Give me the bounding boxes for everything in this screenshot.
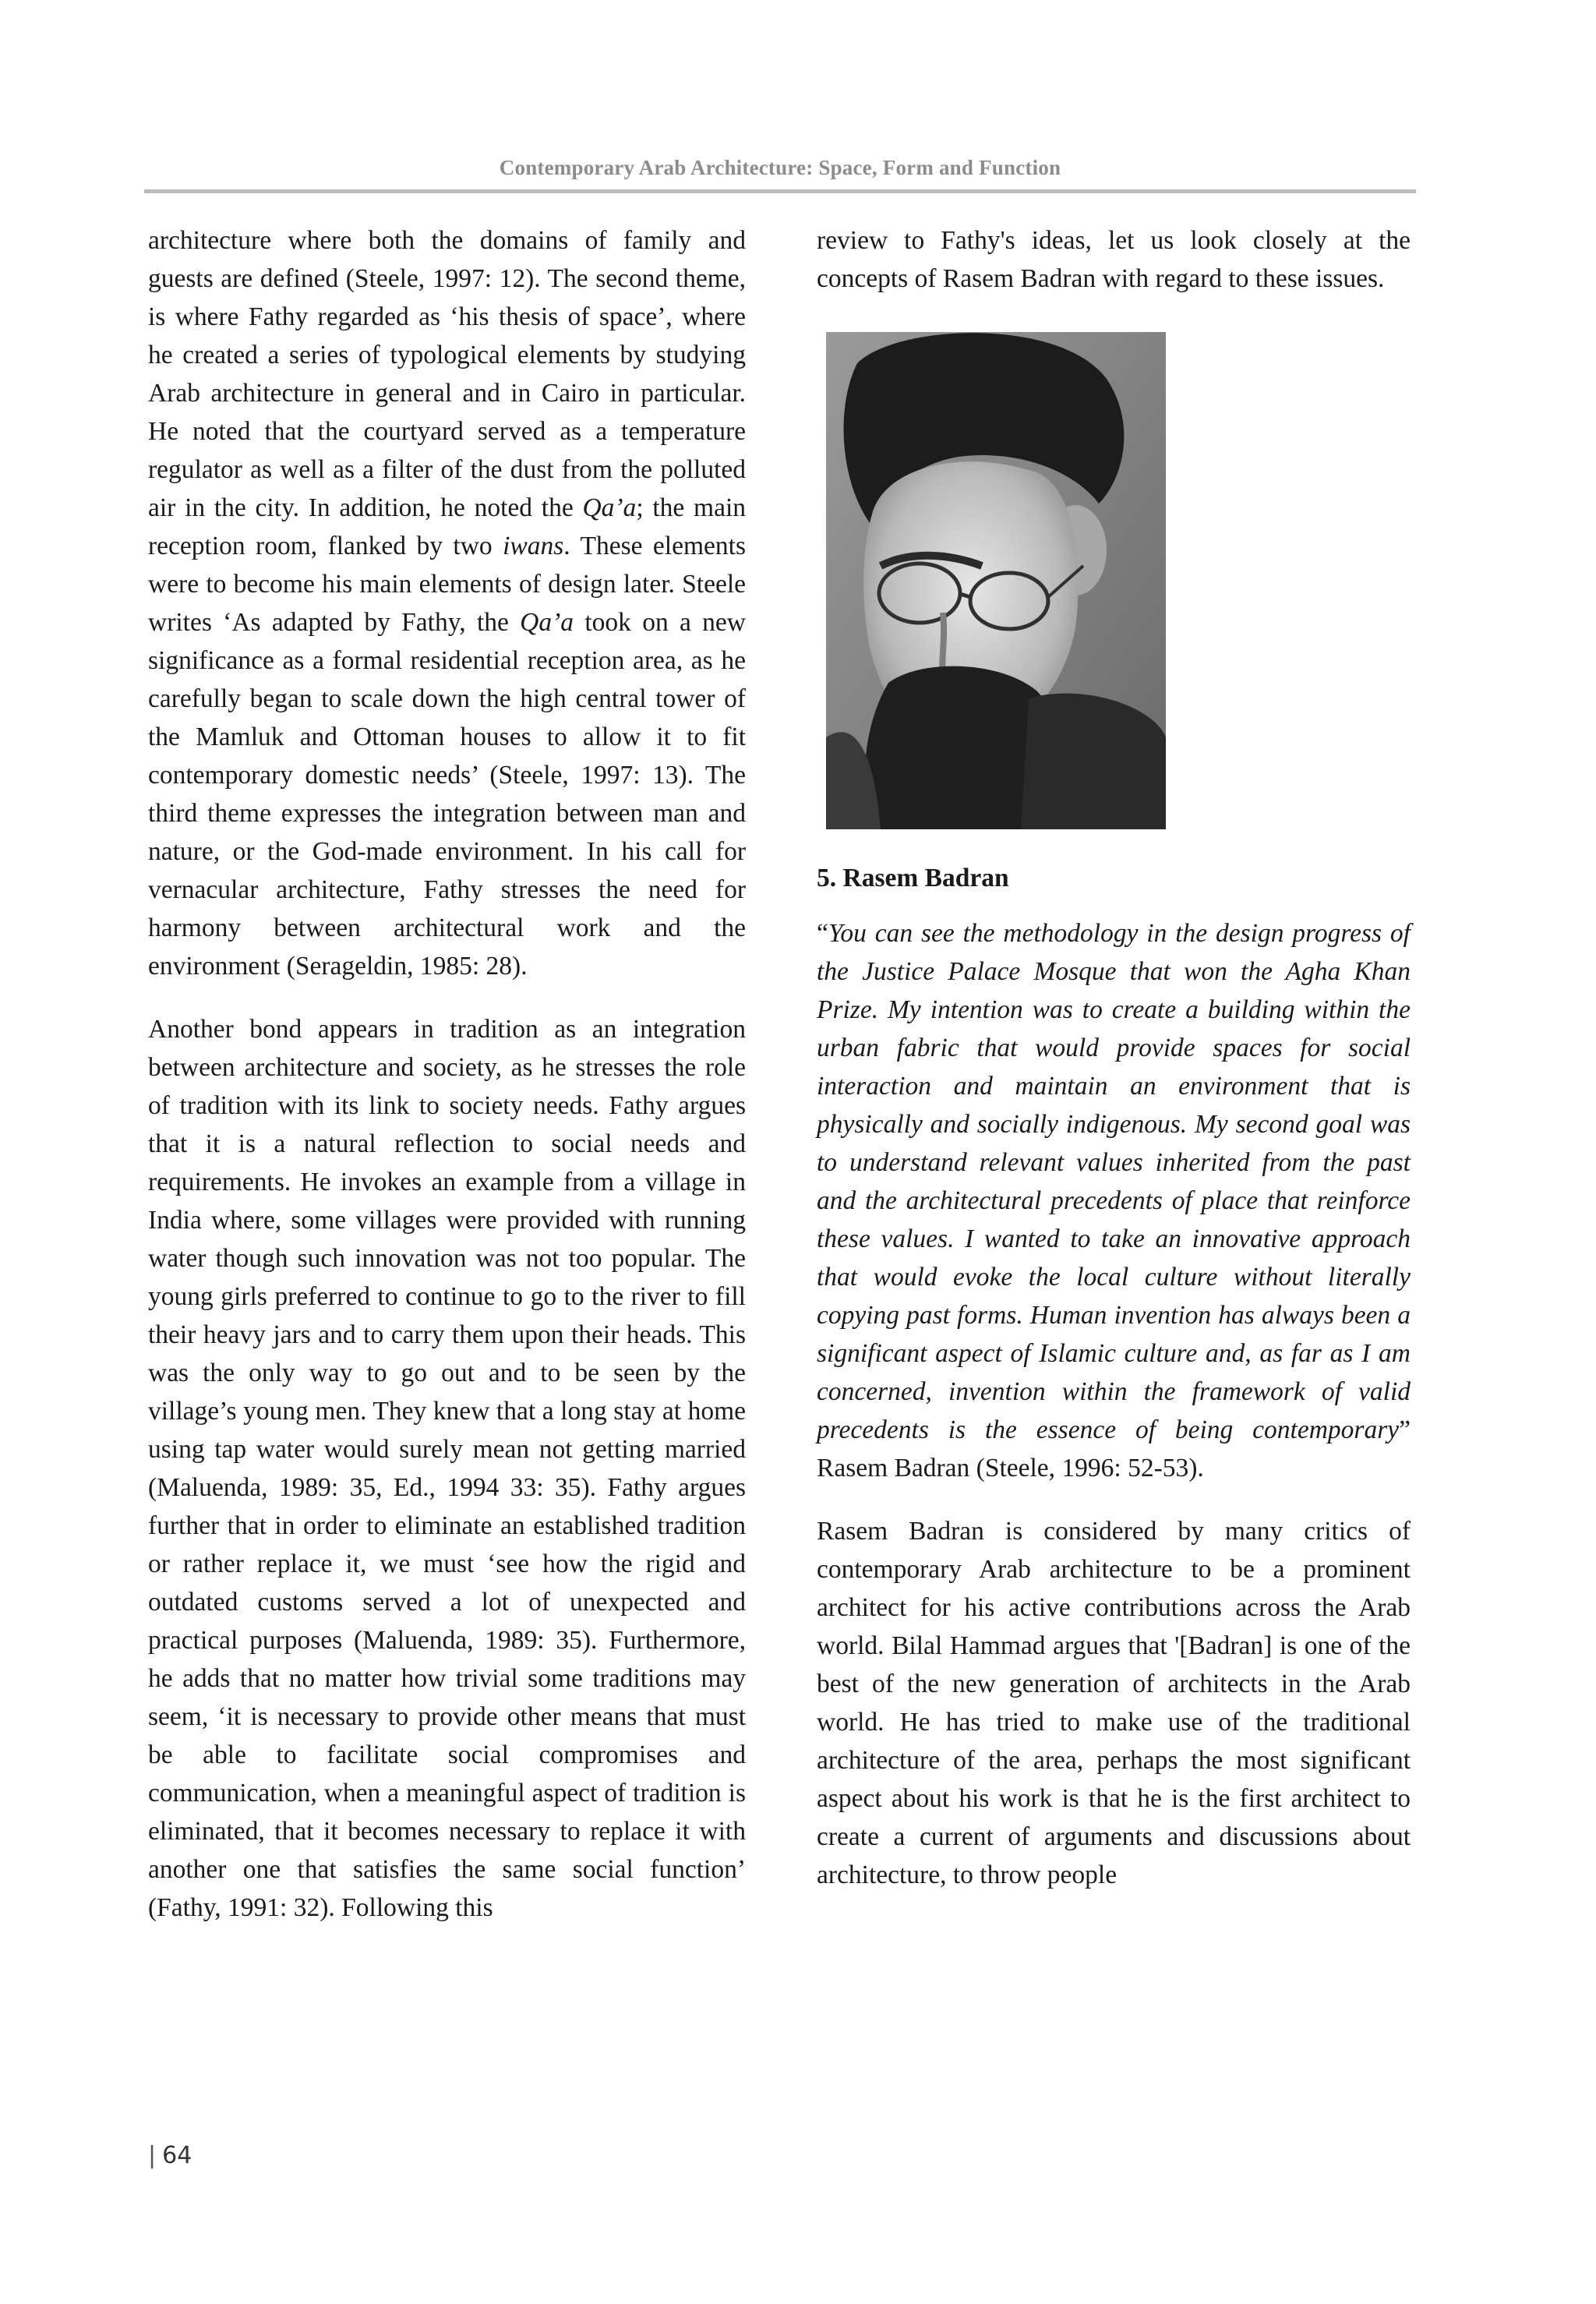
- page-number-bar: |: [148, 2142, 157, 2169]
- text-run: architecture where both the domains of family and guests are defined (Steele, 1997: 12). The second theme, is where Fathy regarded as ‘his thesis of space’, where he created a series of typological elements by studying Arab architecture in general and in Cairo in particular. He noted that the courtyard served as a temperature regulator as well as a filter of the dust from the polluted air in the city. In addition, he noted the: [148, 226, 746, 522]
- quote-attribution: ” Rasem Badran (Steele, 1996: 52-53).: [817, 1415, 1411, 1482]
- text-run: . These elements were to become his main elements of design later. Steele writes ‘As adapted by Fathy, the: [148, 532, 746, 637]
- left-paragraph-1: [148, 221, 746, 985]
- quote-text: You can see the methodology in the design progress of the Justice Palace Mosque that won the Agha Khan Prize. My intention was to create a building within the urban fabric that would provide spaces for social interaction and maintain an environment that is physically and socially indigenous. My second goal was to understand relevant values inherited from the past and the architectural precedents of place that reinforce these values. I wanted to take an innovative approach that would evoke the local culture without literally copying past forms. Human invention has always been a significant aspect of Islamic culture and, as far as I am concerned, invention within the framework of valid precedents is the essence of being contemporary: [817, 919, 1411, 1444]
- left-paragraph-2: Another bond appears in tradition as an integration between architecture and society, as he stresses the role of tradition with its link to society needs. Fathy argues that it is a natural reflection to social needs and requirements. He invokes an example from a village in India where, some villages were provided with running water though such innovation was not too popular. The young girls preferred to continue to go to the river to fill their heavy jars and to carry them upon their heads. This was the only way to go out and to be seen by the village’s young men. They knew that a long stay at home using tap water would surely mean not getting married (Maluenda, 1989: 35, Ed., 1994 33: 35). Fathy argues further that in order to eliminate an established tradition or rather replace it, we must ‘see how the rigid and outdated customs served a lot of unexpected and practical purposes (Maluenda, 1989: 35). Furthermore, he adds that no matter how trivial some traditions may seem, ‘it is necessary to provide other means that must be able to facilitate social compromises and communication, when a meaningful aspect of tradition is eliminated, that it becomes necessary to replace it with another one that satisfies the same social function’ (Fathy, 1991: 32). Following this: [148, 1015, 746, 1922]
- right-body-paragraph: Rasem Badran is considered by many critics of contemporary Arab architecture to be a prominent architect for his active contributions across the Arab world. Bilal Hammad argues that '[Badran] is one of the best of the new generation of architects in the Arab world. He has tried to make use of the traditional architecture of the area, perhaps the most significant aspect about his work is that he is the first architect to create a current of arguments and discussions about architecture, to throw people: [817, 1517, 1411, 1889]
- page-number-value: 64: [162, 2142, 192, 2169]
- right-column: [817, 221, 1411, 1894]
- right-intro-paragraph: review to Fathy's ideas, let us look closely at the concepts of Rasem Badran with regard to these issues.: [817, 226, 1411, 293]
- text-run: took on a new significance as a formal residential reception area, as he carefully began to scale down the high central tower of the Mamluk and Ottoman houses to allow it to fit contemporary domestic needs’ (Steele, 1997: 13). The third theme expresses the integration between man and nature, or the God-made environment. In his call for vernacular architecture, Fathy stresses the need for harmony between architectural work and the environment (Serageldin, 1985: 28).: [148, 608, 746, 981]
- portrait-photo-image: [826, 332, 1166, 829]
- quote-open-mark: “: [817, 919, 828, 948]
- text-run: ; the main reception room, flanked by two: [148, 493, 747, 560]
- running-header: Contemporary Arab Architecture: Space, Form and Function: [499, 156, 1061, 179]
- quote-paragraph: [817, 914, 1411, 1487]
- left-column: [148, 221, 746, 1927]
- header-rule: [144, 189, 1416, 193]
- page-number: [148, 2142, 192, 2169]
- section-heading: 5. Rasem Badran: [817, 864, 1009, 892]
- italic-term: Qa’a: [520, 608, 574, 637]
- portrait-photo: [826, 332, 1166, 829]
- italic-term: iwans: [503, 532, 564, 560]
- italic-term: Qa’a: [582, 493, 637, 522]
